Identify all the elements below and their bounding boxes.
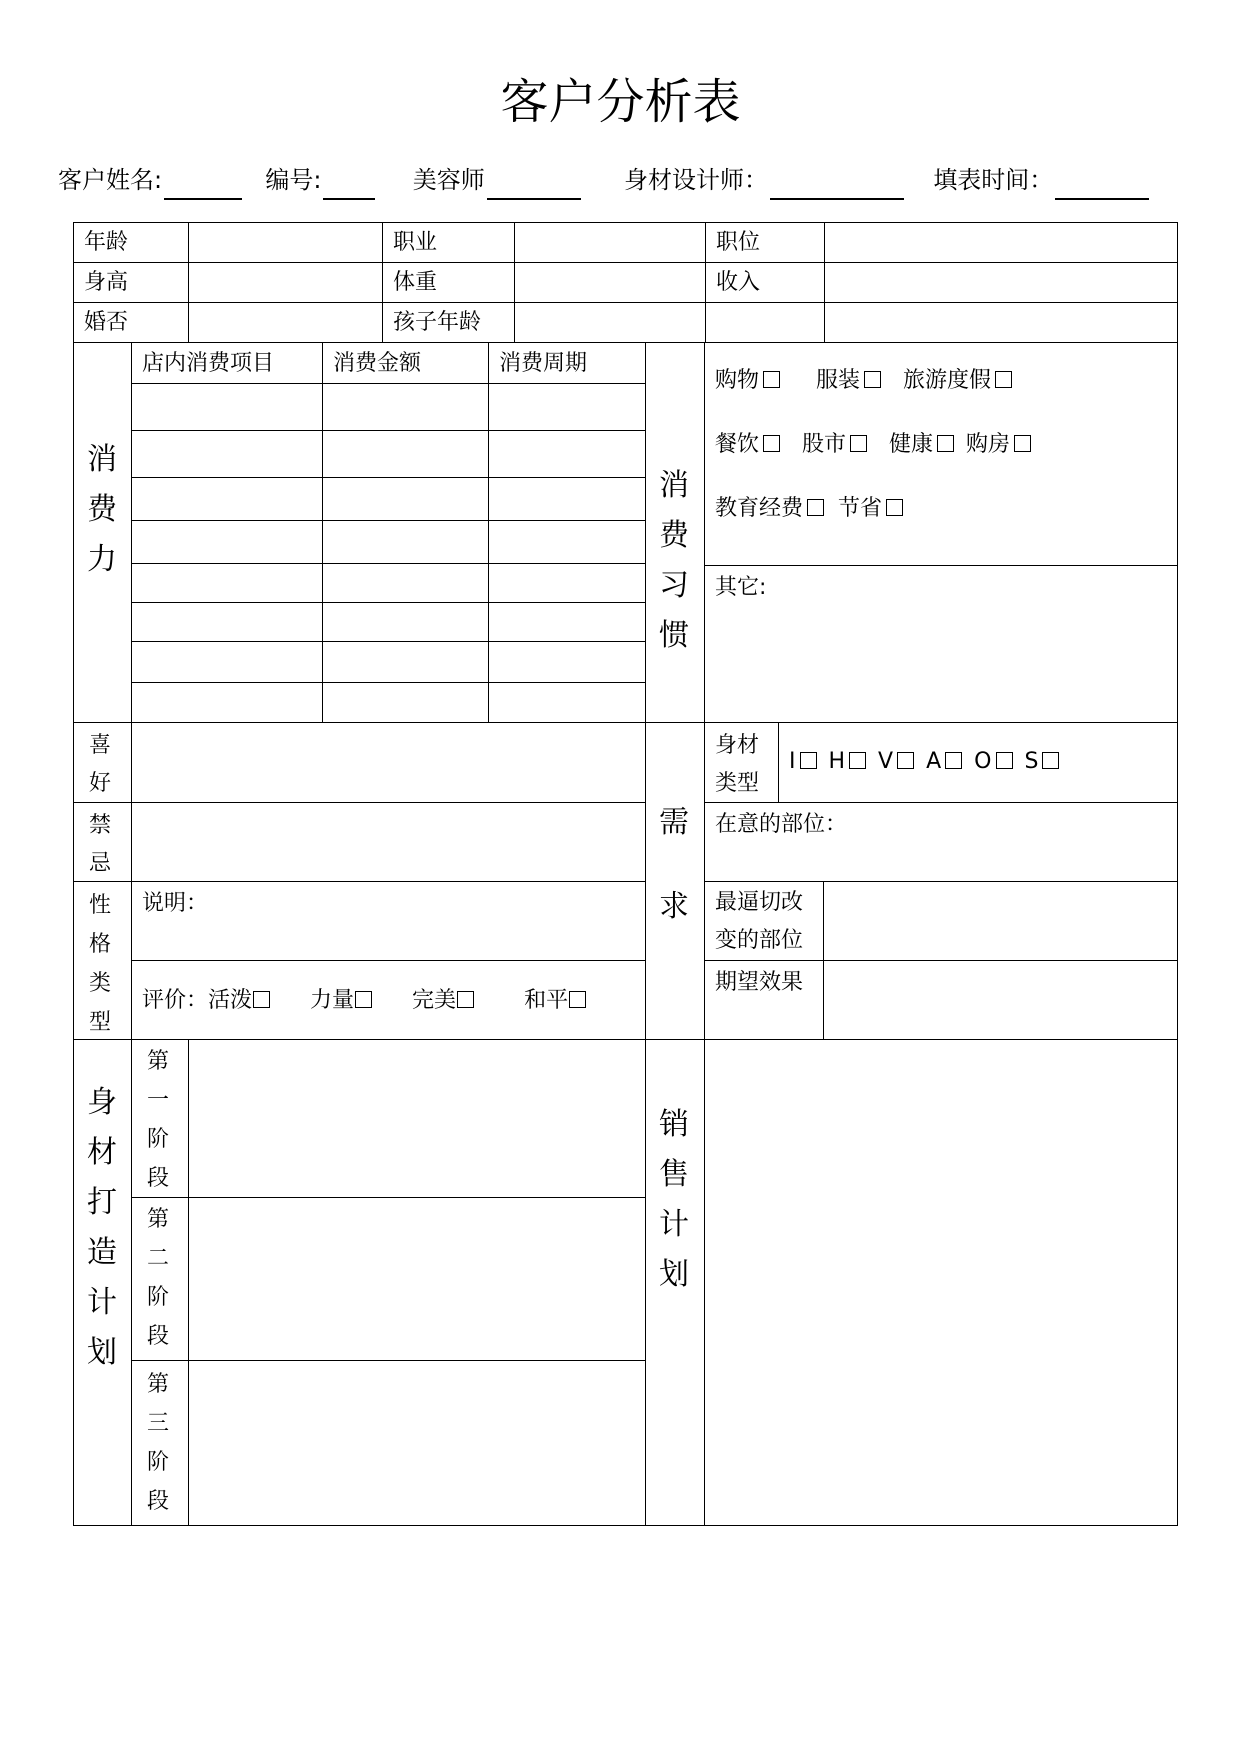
table-row[interactable] — [488, 682, 646, 723]
table-row[interactable] — [322, 682, 489, 723]
stage2-value-cell[interactable] — [188, 1197, 646, 1361]
stage1-label: 第 一 阶 段 — [146, 1049, 169, 1191]
beautician-label: 美容师 — [412, 166, 485, 194]
table-row[interactable] — [322, 602, 489, 642]
evaluation-options: 评价：活泼 力量 完美 和平 — [142, 987, 608, 1015]
checkbox[interactable] — [864, 371, 881, 388]
occupation-value-cell[interactable] — [514, 222, 706, 263]
table-row[interactable] — [488, 383, 646, 431]
table-row[interactable] — [131, 563, 323, 603]
customer-name-label: 客户姓名: — [58, 166, 163, 194]
table-row[interactable] — [322, 383, 489, 431]
children-age-label-cell — [382, 302, 515, 343]
habit-other-cell[interactable] — [704, 565, 1178, 723]
age-label: 年龄 — [84, 230, 129, 255]
needs-label: 需 求 — [659, 805, 689, 924]
evaluation-cell — [131, 960, 646, 1040]
checkbox[interactable] — [807, 499, 824, 516]
beautician-field[interactable] — [487, 170, 581, 200]
body-plan-label-cell — [73, 1039, 132, 1526]
checkbox[interactable] — [850, 435, 867, 452]
table-row[interactable] — [322, 520, 489, 564]
number-field[interactable] — [323, 170, 375, 200]
concern-area-cell[interactable] — [704, 802, 1178, 882]
checkbox[interactable] — [886, 499, 903, 516]
weight-label-cell — [382, 262, 515, 303]
children-age-value-cell[interactable] — [514, 302, 706, 343]
personality-label-cell — [73, 881, 132, 1040]
position-label-cell — [705, 222, 825, 263]
income-value-cell[interactable] — [824, 262, 1178, 303]
table-row[interactable] — [488, 430, 646, 478]
table-row[interactable] — [322, 430, 489, 478]
urgent-area-value-cell[interactable] — [823, 881, 1178, 961]
habit-options-row3: 教育经费 节省 — [715, 495, 925, 523]
checkbox[interactable] — [800, 752, 817, 769]
habit-options-row1: 购物 服装 旅游度假 — [715, 367, 1034, 395]
spending-power-label: 消 费 力 — [87, 442, 117, 577]
description-cell[interactable] — [131, 881, 646, 961]
stage3-label: 第 三 阶 段 — [146, 1372, 169, 1514]
date-label: 填表时间： — [933, 166, 1054, 194]
table-row[interactable] — [488, 477, 646, 521]
body-type-options-cell — [778, 722, 1178, 803]
height-label-cell — [73, 262, 189, 303]
likes-label-cell — [73, 722, 132, 803]
habit-options-cell — [704, 342, 1178, 566]
habit-options-row2: 餐饮 股市 健康 购房 — [715, 431, 1053, 459]
description-label: 说明： — [142, 891, 209, 916]
spending-power-label-cell — [73, 342, 132, 723]
position-value-cell[interactable] — [824, 222, 1178, 263]
stage2-label: 第 二 阶 段 — [146, 1207, 169, 1349]
body-type-options: I H V A O S — [789, 748, 1081, 776]
extra-label-cell — [705, 302, 825, 343]
checkbox[interactable] — [355, 991, 372, 1008]
occupation-label: 职业 — [393, 230, 438, 255]
evaluation-label: 评价： — [142, 988, 209, 1013]
checkbox[interactable] — [763, 371, 780, 388]
table-row[interactable] — [488, 602, 646, 642]
urgent-area-label-cell — [704, 881, 824, 961]
designer-field[interactable] — [770, 170, 904, 200]
children-age-label: 孩子年龄 — [393, 310, 482, 335]
table-row[interactable] — [131, 641, 323, 683]
table-row[interactable] — [131, 477, 323, 521]
page-title: 客户分析表 — [500, 74, 741, 130]
checkbox[interactable] — [945, 752, 962, 769]
urgent-area-label: 最逼切改 变的部位 — [715, 890, 804, 953]
concern-area-label: 在意的部位： — [715, 812, 848, 837]
table-row[interactable] — [488, 563, 646, 603]
table-row[interactable] — [131, 520, 323, 564]
stage3-value-cell[interactable] — [188, 1360, 646, 1526]
income-label: 收入 — [716, 270, 761, 295]
checkbox[interactable] — [996, 752, 1013, 769]
taboos-label-cell — [73, 802, 132, 882]
date-field[interactable] — [1055, 170, 1149, 200]
extra-value-cell[interactable] — [824, 302, 1178, 343]
checkbox[interactable] — [937, 435, 954, 452]
checkbox[interactable] — [995, 371, 1012, 388]
sales-plan-label-cell — [645, 1039, 705, 1526]
stage2-label-cell — [131, 1197, 189, 1361]
col-amount-header: 消费金额 — [322, 342, 489, 384]
expected-result-label: 期望效果 — [715, 970, 804, 995]
needs-label-cell — [645, 722, 705, 1040]
spending-habits-label-cell — [645, 342, 705, 723]
col-cycle-header: 消费周期 — [488, 342, 646, 384]
sales-plan-label: 销 售 计 划 — [659, 1107, 689, 1292]
sales-plan-value-cell[interactable] — [704, 1039, 1178, 1526]
spending-habits-label: 消 费 习 惯 — [659, 468, 689, 653]
table-row[interactable] — [322, 477, 489, 521]
designer-label: 身材设计师： — [624, 166, 769, 194]
age-value-cell[interactable] — [188, 222, 383, 263]
married-label: 婚否 — [84, 310, 129, 335]
header-fields — [58, 160, 1149, 200]
height-label: 身高 — [84, 270, 129, 295]
col-item-header: 店内消费项目 — [131, 342, 323, 384]
taboos-value-cell[interactable] — [131, 802, 646, 882]
income-label-cell — [705, 262, 825, 303]
table-row[interactable] — [131, 430, 323, 478]
table-row[interactable] — [322, 563, 489, 603]
stage1-value-cell[interactable] — [188, 1039, 646, 1198]
table-row[interactable] — [131, 682, 323, 723]
checkbox[interactable] — [1042, 752, 1059, 769]
checkbox[interactable] — [897, 752, 914, 769]
married-value-cell[interactable] — [188, 302, 383, 343]
position-label: 职位 — [716, 230, 761, 255]
likes-label: 喜 好 — [88, 733, 111, 796]
table-row[interactable] — [131, 602, 323, 642]
expected-result-label-cell — [704, 960, 824, 1040]
body-plan-label: 身 材 打 造 计 划 — [87, 1085, 117, 1370]
likes-value-cell[interactable] — [131, 722, 646, 803]
checkbox[interactable] — [1014, 435, 1031, 452]
checkbox[interactable] — [569, 991, 586, 1008]
taboos-label: 禁 忌 — [88, 813, 111, 876]
table-row[interactable] — [488, 520, 646, 564]
checkbox[interactable] — [763, 435, 780, 452]
table-row[interactable] — [488, 641, 646, 683]
age-label-cell — [73, 222, 189, 263]
stage1-label-cell — [131, 1039, 189, 1198]
table-row[interactable] — [322, 641, 489, 683]
height-value-cell[interactable] — [188, 262, 383, 303]
occupation-label-cell — [382, 222, 515, 263]
checkbox[interactable] — [457, 991, 474, 1008]
stage3-label-cell — [131, 1360, 189, 1526]
married-label-cell — [73, 302, 189, 343]
number-label: 编号: — [265, 166, 322, 194]
other-label: 其它: — [715, 575, 767, 600]
checkbox[interactable] — [849, 752, 866, 769]
table-row[interactable] — [131, 383, 323, 431]
weight-value-cell[interactable] — [514, 262, 706, 303]
personality-label: 性 格 类 型 — [88, 893, 111, 1035]
body-type-label-cell — [704, 722, 779, 803]
checkbox[interactable] — [253, 991, 270, 1008]
expected-result-value-cell[interactable] — [823, 960, 1178, 1040]
customer-name-field[interactable] — [164, 170, 242, 200]
weight-label: 体重 — [393, 270, 438, 295]
body-type-label: 身材 类型 — [715, 733, 760, 796]
